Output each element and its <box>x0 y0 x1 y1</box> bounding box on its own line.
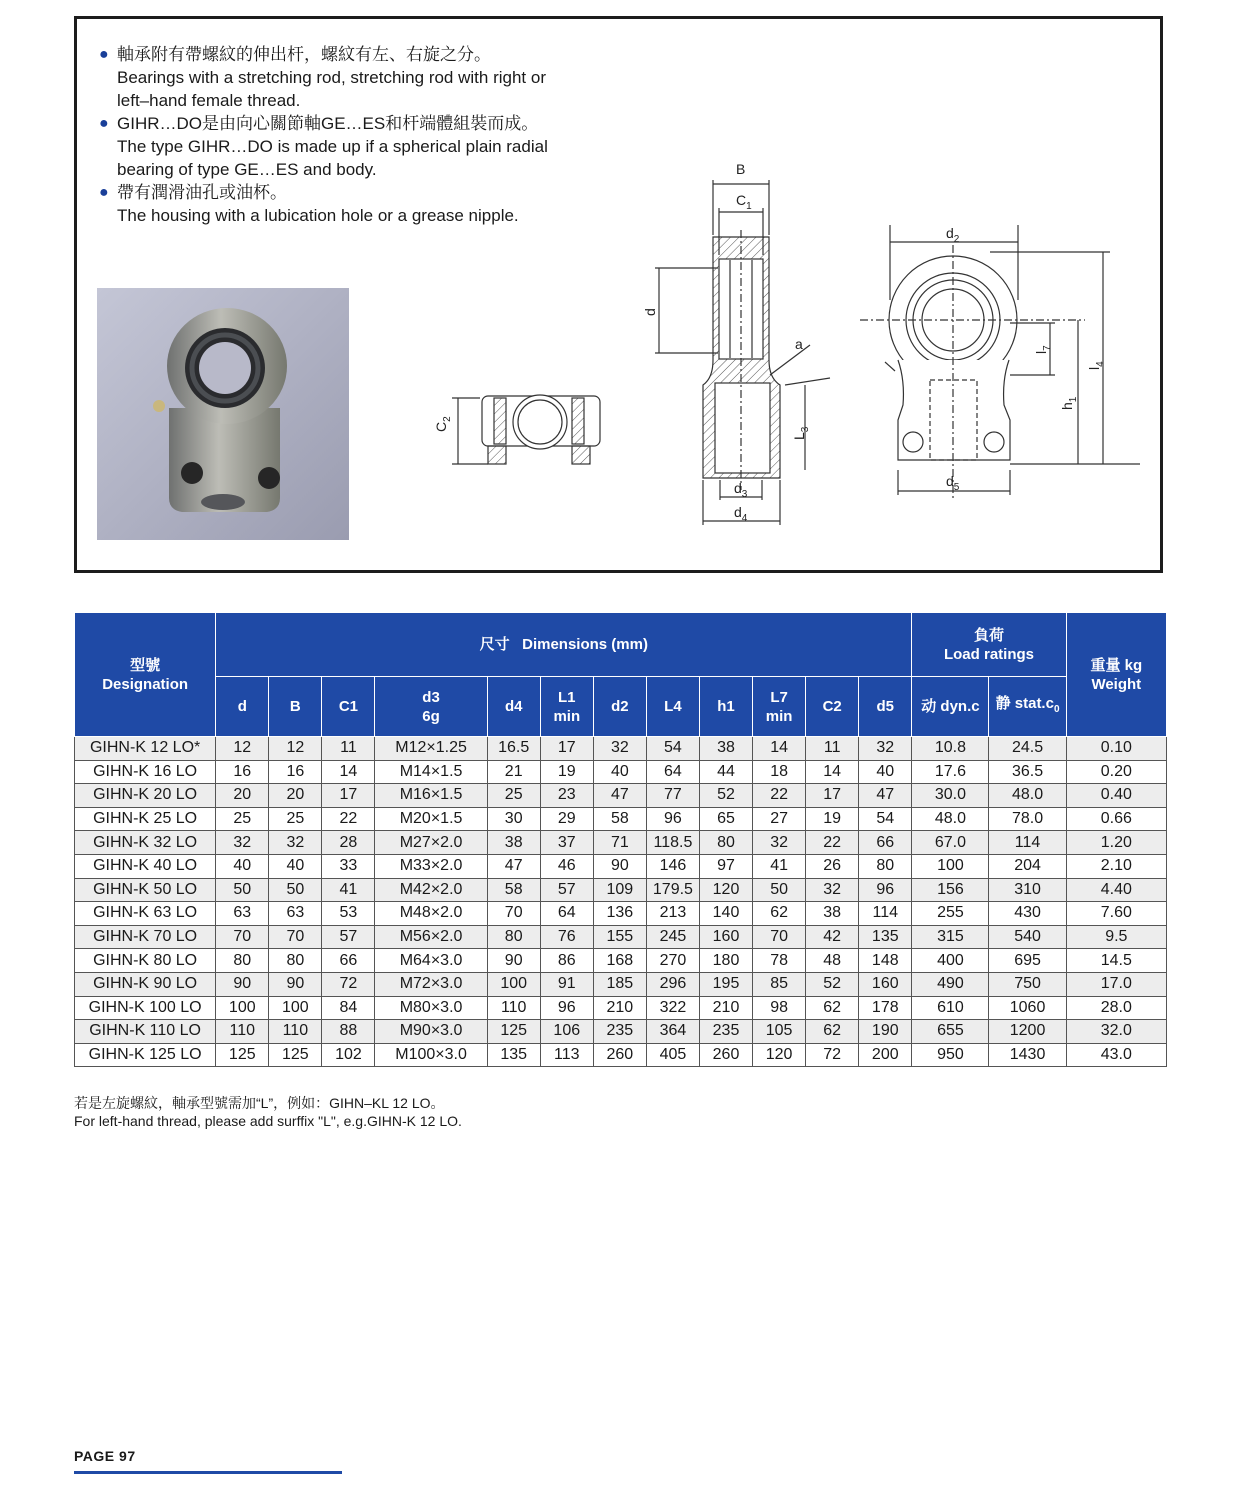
table-cell: 2.10 <box>1066 854 1166 878</box>
table-cell: 18 <box>753 760 806 784</box>
technical-drawing <box>0 0 1241 600</box>
table-row <box>75 737 1167 761</box>
table-cell: 62 <box>806 1020 859 1044</box>
table-cell: 204 <box>989 854 1066 878</box>
bullet-icon: ● <box>99 115 109 132</box>
table-cell: M16×1.5 <box>375 784 487 808</box>
table-cell: 90 <box>593 854 646 878</box>
table-cell: 57 <box>540 878 593 902</box>
table-cell: 14 <box>322 760 375 784</box>
table-row <box>75 902 1167 926</box>
table-cell: 47 <box>593 784 646 808</box>
designation-cell: GIHN-K 12 LO* <box>75 737 216 761</box>
table-cell: 11 <box>322 737 375 761</box>
table-cell: 96 <box>540 996 593 1020</box>
load-ratings-header: 負荷 Load ratings <box>912 613 1066 677</box>
table-cell: 78 <box>753 949 806 973</box>
table-cell: 125 <box>269 1043 322 1067</box>
table-cell: 40 <box>216 854 269 878</box>
table-cell: 105 <box>753 1020 806 1044</box>
col-d: d <box>216 677 269 737</box>
table-cell: 70 <box>753 925 806 949</box>
note-zh: 若是左旋螺紋，軸承型號需加“L”，例如：GIHN–KL 12 LO。 <box>74 1095 445 1111</box>
table-cell: 245 <box>646 925 699 949</box>
table-cell: 113 <box>540 1043 593 1067</box>
table-cell: 52 <box>806 972 859 996</box>
table-cell: 96 <box>859 878 912 902</box>
table-cell: M48×2.0 <box>375 902 487 926</box>
table-cell: 19 <box>806 807 859 831</box>
table-row <box>75 854 1167 878</box>
table-cell: 50 <box>269 878 322 902</box>
table-cell: 80 <box>487 925 540 949</box>
table-cell: M100×3.0 <box>375 1043 487 1067</box>
table-cell: 80 <box>699 831 752 855</box>
table-cell: 180 <box>699 949 752 973</box>
table-cell: 114 <box>859 902 912 926</box>
dim-label-B: B <box>736 161 746 177</box>
table-cell: 179.5 <box>646 878 699 902</box>
feature-zh: 帶有潤滑油孔或油杯。 <box>117 183 287 202</box>
table-row <box>75 1020 1167 1044</box>
table-cell: 213 <box>646 902 699 926</box>
table-cell: 91 <box>540 972 593 996</box>
table-row <box>75 831 1167 855</box>
table-cell: 1.20 <box>1066 831 1166 855</box>
table-cell: 315 <box>912 925 989 949</box>
dim-label-l7: $l_7$ <box>1033 345 1053 354</box>
table-cell: 185 <box>593 972 646 996</box>
table-cell: 178 <box>859 996 912 1020</box>
table-cell: 1430 <box>989 1043 1066 1067</box>
table-cell: 120 <box>699 878 752 902</box>
table-cell: 26 <box>806 854 859 878</box>
table-cell: 43.0 <box>1066 1043 1166 1067</box>
table-cell: M27×2.0 <box>375 831 487 855</box>
designation-cell: GIHN-K 110 LO <box>75 1020 216 1044</box>
table-cell: 63 <box>269 902 322 926</box>
dim-label-L3: $L_3$ <box>791 426 811 440</box>
table-cell: 80 <box>216 949 269 973</box>
table-cell: 0.10 <box>1066 737 1166 761</box>
table-cell: 24.5 <box>989 737 1066 761</box>
bullet-icon: ● <box>99 184 109 201</box>
feature-en: Bearings with a stretching rod, stretching rod with right or <box>117 68 546 87</box>
col-B: B <box>269 677 322 737</box>
dim-label-a: a <box>795 336 803 352</box>
table-cell: 70 <box>269 925 322 949</box>
table-cell: 16 <box>269 760 322 784</box>
table-cell: 235 <box>593 1020 646 1044</box>
table-cell: 296 <box>646 972 699 996</box>
table-cell: 540 <box>989 925 1066 949</box>
designation-cell: GIHN-K 125 LO <box>75 1043 216 1067</box>
table-cell: 70 <box>487 902 540 926</box>
dim-label-d4: $d_4$ <box>734 504 748 524</box>
table-cell: 53 <box>322 902 375 926</box>
table-cell: 114 <box>989 831 1066 855</box>
table-cell: 48 <box>806 949 859 973</box>
table-cell: 100 <box>216 996 269 1020</box>
table-cell: 125 <box>487 1020 540 1044</box>
table-cell: 80 <box>859 854 912 878</box>
dim-label-d5: $d_5$ <box>946 473 960 493</box>
table-cell: 66 <box>859 831 912 855</box>
col-d2: d2 <box>593 677 646 737</box>
col-d5: d5 <box>859 677 912 737</box>
table-cell: 168 <box>593 949 646 973</box>
table-cell: 67.0 <box>912 831 989 855</box>
weight-header: 重量 kg Weight <box>1066 613 1166 737</box>
table-cell: 52 <box>699 784 752 808</box>
table-cell: 40 <box>859 760 912 784</box>
table-cell: 41 <box>753 854 806 878</box>
table-cell: M33×2.0 <box>375 854 487 878</box>
col-h1: h1 <box>699 677 752 737</box>
col-L7: L7 min <box>753 677 806 737</box>
table-cell: 23 <box>540 784 593 808</box>
dim-label-C2: $C_2$ <box>433 416 453 432</box>
table-cell: 97 <box>699 854 752 878</box>
table-cell: 80 <box>269 949 322 973</box>
table-cell: 25 <box>216 807 269 831</box>
table-cell: 32 <box>593 737 646 761</box>
col-static-load: 静 $stat.c_0$ <box>989 677 1066 737</box>
table-cell: M56×2.0 <box>375 925 487 949</box>
designation-cell: GIHN-K 90 LO <box>75 972 216 996</box>
table-cell: 110 <box>269 1020 322 1044</box>
table-cell: 10.8 <box>912 737 989 761</box>
table-cell: 50 <box>216 878 269 902</box>
table-cell: 66 <box>322 949 375 973</box>
table-cell: 235 <box>699 1020 752 1044</box>
table-cell: 255 <box>912 902 989 926</box>
note-en: For left-hand thread, please add surffix "L", e.g.GIHN-K 12 LO. <box>74 1113 462 1129</box>
table-cell: 44 <box>699 760 752 784</box>
table-cell: 72 <box>322 972 375 996</box>
table-cell: 109 <box>593 878 646 902</box>
dim-label-d3: $d_3$ <box>734 480 748 500</box>
table-cell: 0.40 <box>1066 784 1166 808</box>
table-cell: 17 <box>540 737 593 761</box>
table-cell: 17 <box>806 784 859 808</box>
table-cell: 12 <box>216 737 269 761</box>
table-cell: M64×3.0 <box>375 949 487 973</box>
table-cell: 100 <box>912 854 989 878</box>
table-cell: 14 <box>806 760 859 784</box>
designation-cell: GIHN-K 63 LO <box>75 902 216 926</box>
table-cell: 48.0 <box>989 784 1066 808</box>
table-cell: 14.5 <box>1066 949 1166 973</box>
designation-cell: GIHN-K 50 LO <box>75 878 216 902</box>
table-cell: M72×3.0 <box>375 972 487 996</box>
table-cell: 195 <box>699 972 752 996</box>
table-cell: 490 <box>912 972 989 996</box>
dim-label-d2: $d_2$ <box>946 225 960 245</box>
table-cell: 54 <box>859 807 912 831</box>
table-cell: 22 <box>753 784 806 808</box>
table-cell: 46 <box>540 854 593 878</box>
feature-en: The type GIHR…DO is made up if a spherical plain radial <box>117 137 548 156</box>
table-cell: 135 <box>859 925 912 949</box>
table-cell: 14 <box>753 737 806 761</box>
table-cell: 322 <box>646 996 699 1020</box>
table-cell: 136 <box>593 902 646 926</box>
table-cell: 17.6 <box>912 760 989 784</box>
table-cell: 110 <box>216 1020 269 1044</box>
table-cell: 90 <box>216 972 269 996</box>
table-row <box>75 972 1167 996</box>
table-cell: 62 <box>753 902 806 926</box>
designation-cell: GIHN-K 80 LO <box>75 949 216 973</box>
table-cell: 50 <box>753 878 806 902</box>
table-cell: 160 <box>699 925 752 949</box>
table-cell: 148 <box>859 949 912 973</box>
table-cell: 100 <box>269 996 322 1020</box>
table-cell: 85 <box>753 972 806 996</box>
table-cell: M12×1.25 <box>375 737 487 761</box>
table-cell: 950 <box>912 1043 989 1067</box>
feature-zh: GIHR…DO是由向心關節軸GE…ES和杆端體組裝而成。 <box>117 114 539 133</box>
designation-cell: GIHN-K 16 LO <box>75 760 216 784</box>
table-cell: 96 <box>646 807 699 831</box>
table-cell: 260 <box>593 1043 646 1067</box>
table-cell: 29 <box>540 807 593 831</box>
table-cell: 38 <box>487 831 540 855</box>
designation-cell: GIHN-K 100 LO <box>75 996 216 1020</box>
dimensions-header: 尺寸 Dimensions (mm) <box>216 613 912 677</box>
table-cell: 260 <box>699 1043 752 1067</box>
table-cell: 100 <box>487 972 540 996</box>
table-cell: 156 <box>912 878 989 902</box>
dim-label-d: d <box>642 308 658 316</box>
table-row <box>75 807 1167 831</box>
dim-label-h1: $h_1$ <box>1059 396 1079 410</box>
table-cell: 40 <box>593 760 646 784</box>
table-cell: M80×3.0 <box>375 996 487 1020</box>
table-cell: M14×1.5 <box>375 760 487 784</box>
table-cell: 210 <box>699 996 752 1020</box>
table-cell: 9.5 <box>1066 925 1166 949</box>
table-cell: M20×1.5 <box>375 807 487 831</box>
table-cell: 655 <box>912 1020 989 1044</box>
dimensions-table <box>74 612 1167 1067</box>
table-cell: 210 <box>593 996 646 1020</box>
page-number: PAGE 97 <box>74 1448 136 1464</box>
col-d4: d4 <box>487 677 540 737</box>
table-row <box>75 878 1167 902</box>
table-row <box>75 1043 1167 1067</box>
table-cell: 21 <box>487 760 540 784</box>
table-cell: 146 <box>646 854 699 878</box>
table-cell: 17 <box>322 784 375 808</box>
table-cell: 155 <box>593 925 646 949</box>
table-cell: 17.0 <box>1066 972 1166 996</box>
table-cell: 32 <box>806 878 859 902</box>
table-cell: 200 <box>859 1043 912 1067</box>
table-cell: 0.20 <box>1066 760 1166 784</box>
table-cell: 140 <box>699 902 752 926</box>
table-cell: 30 <box>487 807 540 831</box>
table-cell: 70 <box>216 925 269 949</box>
table-cell: 98 <box>753 996 806 1020</box>
table-cell: 88 <box>322 1020 375 1044</box>
table-cell: 33 <box>322 854 375 878</box>
table-cell: 695 <box>989 949 1066 973</box>
table-cell: 19 <box>540 760 593 784</box>
table-cell: 32 <box>269 831 322 855</box>
feature-en: The housing with a lubication hole or a grease nipple. <box>117 206 519 225</box>
table-cell: 135 <box>487 1043 540 1067</box>
table-cell: 160 <box>859 972 912 996</box>
feature-zh: 軸承附有帶螺紋的伸出杆，螺紋有左、右旋之分。 <box>117 45 491 64</box>
table-cell: 0.66 <box>1066 807 1166 831</box>
table-cell: 1200 <box>989 1020 1066 1044</box>
designation-cell: GIHN-K 25 LO <box>75 807 216 831</box>
table-cell: 48.0 <box>912 807 989 831</box>
table-cell: 32.0 <box>1066 1020 1166 1044</box>
table-cell: 22 <box>322 807 375 831</box>
table-cell: 71 <box>593 831 646 855</box>
table-row <box>75 784 1167 808</box>
table-cell: 78.0 <box>989 807 1066 831</box>
table-cell: 1060 <box>989 996 1066 1020</box>
table-cell: 38 <box>699 737 752 761</box>
table-cell: 57 <box>322 925 375 949</box>
table-cell: 90 <box>269 972 322 996</box>
table-cell: 32 <box>859 737 912 761</box>
table-cell: 25 <box>269 807 322 831</box>
table-cell: 16.5 <box>487 737 540 761</box>
designation-header: 型號 Designation <box>75 613 216 737</box>
table-cell: 30.0 <box>912 784 989 808</box>
designation-cell: GIHN-K 70 LO <box>75 925 216 949</box>
col-L1: L1 min <box>540 677 593 737</box>
table-row <box>75 949 1167 973</box>
table-row <box>75 760 1167 784</box>
table-cell: 62 <box>806 996 859 1020</box>
table-cell: 58 <box>593 807 646 831</box>
table-cell: 77 <box>646 784 699 808</box>
col-d3: d3 6g <box>375 677 487 737</box>
table-cell: 72 <box>806 1043 859 1067</box>
table-cell: 64 <box>540 902 593 926</box>
table-cell: 47 <box>859 784 912 808</box>
table-cell: 65 <box>699 807 752 831</box>
table-cell: M90×3.0 <box>375 1020 487 1044</box>
table-cell: 41 <box>322 878 375 902</box>
table-row <box>75 996 1167 1020</box>
table-cell: 32 <box>753 831 806 855</box>
table-cell: 310 <box>989 878 1066 902</box>
table-cell: 63 <box>216 902 269 926</box>
bullet-icon: ● <box>99 46 109 63</box>
designation-cell: GIHN-K 32 LO <box>75 831 216 855</box>
table-row <box>75 925 1167 949</box>
table-cell: 106 <box>540 1020 593 1044</box>
table-cell: 27 <box>753 807 806 831</box>
table-cell: 54 <box>646 737 699 761</box>
table-cell: 32 <box>216 831 269 855</box>
table-cell: 7.60 <box>1066 902 1166 926</box>
table-cell: 22 <box>806 831 859 855</box>
table-body <box>75 737 1167 1067</box>
table-cell: 102 <box>322 1043 375 1067</box>
table-cell: 12 <box>269 737 322 761</box>
table-cell: 20 <box>269 784 322 808</box>
table-cell: 405 <box>646 1043 699 1067</box>
table-cell: 38 <box>806 902 859 926</box>
dim-label-C1: $C_1$ <box>736 192 752 212</box>
left-hand-note <box>74 1094 462 1130</box>
table-cell: 125 <box>216 1043 269 1067</box>
table-cell: 11 <box>806 737 859 761</box>
feature-en: left–hand female thread. <box>117 91 301 110</box>
table-cell: 47 <box>487 854 540 878</box>
table-cell: M42×2.0 <box>375 878 487 902</box>
table-cell: 110 <box>487 996 540 1020</box>
table-cell: 28.0 <box>1066 996 1166 1020</box>
designation-cell: GIHN-K 20 LO <box>75 784 216 808</box>
table-cell: 16 <box>216 760 269 784</box>
table-cell: 64 <box>646 760 699 784</box>
col-L4: L4 <box>646 677 699 737</box>
col-C2: C2 <box>806 677 859 737</box>
table-cell: 750 <box>989 972 1066 996</box>
col-dynamic-load: 动 dyn.c <box>912 677 989 737</box>
table-cell: 86 <box>540 949 593 973</box>
table-cell: 4.40 <box>1066 878 1166 902</box>
page-divider <box>74 1471 342 1474</box>
table-cell: 20 <box>216 784 269 808</box>
table-cell: 120 <box>753 1043 806 1067</box>
table-cell: 430 <box>989 902 1066 926</box>
designation-cell: GIHN-K 40 LO <box>75 854 216 878</box>
table-cell: 25 <box>487 784 540 808</box>
table-cell: 364 <box>646 1020 699 1044</box>
table-cell: 40 <box>269 854 322 878</box>
table-cell: 90 <box>487 949 540 973</box>
table-cell: 190 <box>859 1020 912 1044</box>
table-cell: 76 <box>540 925 593 949</box>
table-cell: 610 <box>912 996 989 1020</box>
table-cell: 42 <box>806 925 859 949</box>
table-cell: 37 <box>540 831 593 855</box>
table-cell: 58 <box>487 878 540 902</box>
table-cell: 118.5 <box>646 831 699 855</box>
col-C1: C1 <box>322 677 375 737</box>
feature-en: bearing of type GE…ES and body. <box>117 160 377 179</box>
table-cell: 84 <box>322 996 375 1020</box>
table-cell: 36.5 <box>989 760 1066 784</box>
table-cell: 270 <box>646 949 699 973</box>
dim-label-l4: $l_4$ <box>1086 361 1106 370</box>
table-cell: 400 <box>912 949 989 973</box>
table-cell: 28 <box>322 831 375 855</box>
